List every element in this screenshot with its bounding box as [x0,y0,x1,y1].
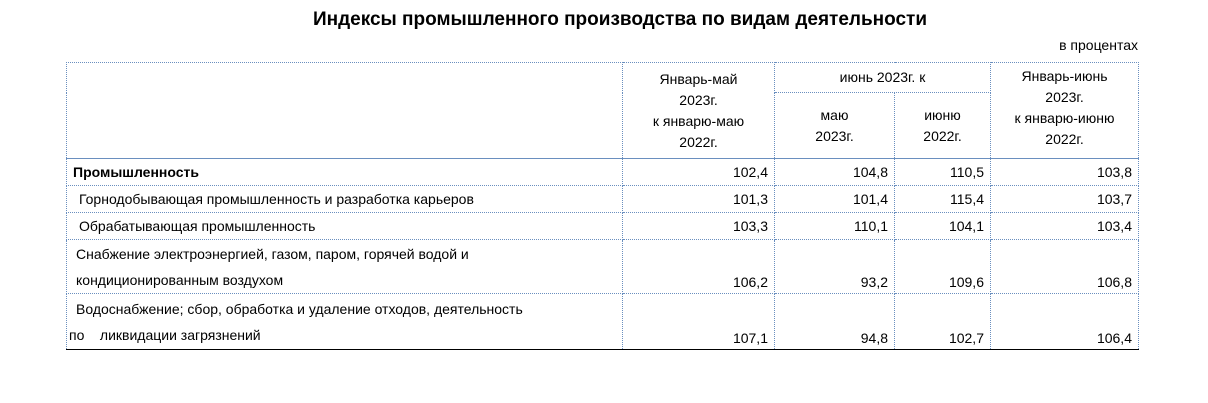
table-row [67,159,1139,186]
header-line: июню [924,106,961,123]
header-jan-june [991,63,1139,159]
row-label-line: Снабжение электроэнергией, газом, паром, горячей водой и [76,245,469,262]
header-empty-cell [67,63,623,159]
value-cell: 101,4 [775,186,895,213]
value-cell: 110,5 [895,159,991,186]
table-row [67,240,1139,294]
row-label [67,294,623,350]
row-label: Горнодобывающая промышленность и разработка карьеров [67,186,623,213]
value-cell: 93,2 [775,240,895,294]
header-line: 2023г. [679,91,718,108]
row-label: Промышленность [67,159,623,186]
header-line: 2023г. [1045,89,1084,105]
header-line: 2023г. [815,127,854,144]
value-cell: 94,8 [775,294,895,350]
value-cell: 109,6 [895,240,991,294]
value-cell: 103,8 [991,159,1139,186]
value-cell: 103,7 [991,186,1139,213]
header-line: 2022г. [679,133,718,150]
table-row [67,186,1139,213]
header-may [775,93,895,159]
page-title: Индексы промышленного производства по видам деятельности [312,9,928,30]
row-label-line: кондиционированным воздухом [76,271,284,288]
header-line: 2022г. [923,127,962,144]
value-cell: 102,7 [895,294,991,350]
header-line: к январю-маю [652,112,745,129]
value-cell: 101,3 [623,186,775,213]
table-row [67,213,1139,240]
header-jan-may [623,63,775,159]
unit-label: в процентах [1059,37,1138,53]
header-line: 2022г. [1045,131,1084,147]
value-cell: 102,4 [623,159,775,186]
value-cell: 103,3 [623,213,775,240]
row-label-line: Водоснабжение; сбор, обработка и удаление отходов, деятельность [76,300,523,317]
production-index-table [66,62,1139,350]
header-line: к январю-июню [1014,110,1115,126]
header-line: Январь-июнь [1021,68,1108,84]
value-cell: 104,8 [775,159,895,186]
value-cell: 110,1 [775,213,895,240]
value-cell: 115,4 [895,186,991,213]
value-cell: 107,1 [623,294,775,350]
value-cell: 104,1 [895,213,991,240]
value-cell: 106,2 [623,240,775,294]
table-row [67,294,1139,350]
row-label [67,240,623,294]
row-label: Обрабатывающая промышленность [67,213,623,240]
value-cell: 106,8 [991,240,1139,294]
header-line: маю [820,106,849,123]
header-june [895,93,991,159]
header-line: Январь-май [659,70,738,87]
row-label-line: по ликвидации загрязнений [69,326,261,343]
header-group-june: июнь 2023г. к [775,63,991,93]
value-cell: 103,4 [991,213,1139,240]
value-cell: 106,4 [991,294,1139,350]
